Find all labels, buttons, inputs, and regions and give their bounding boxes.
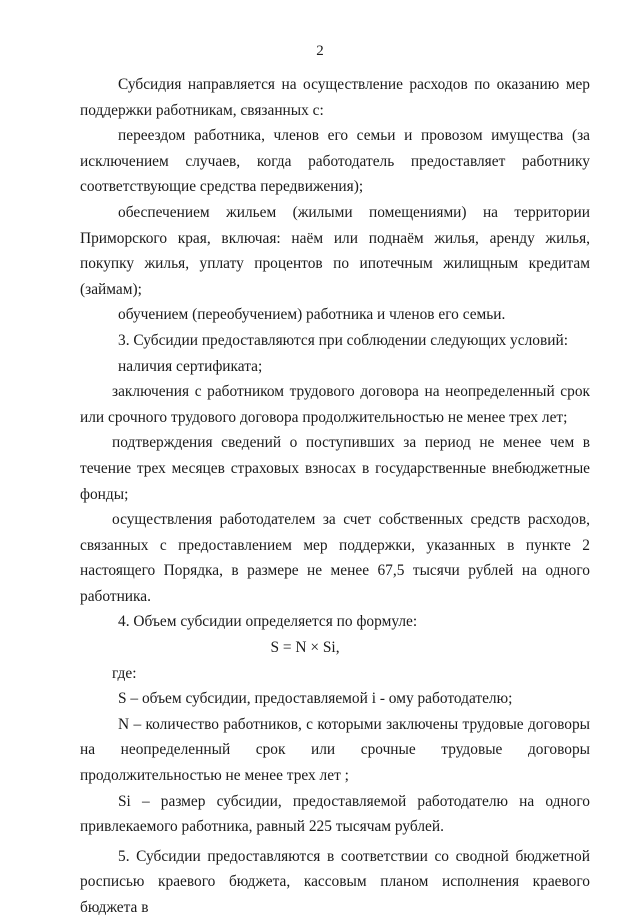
paragraph-where: где: xyxy=(112,664,137,682)
paragraph-housing: обеспечением жильем (жилыми помещениями) на территории Приморского края, включая: наём или поднаём жилья, аренду жилья, покупку жилья, уплату процентов по ипотечным жилищным кредитам (займам); xyxy=(80,203,590,298)
paragraph-contract: заключения с работником трудового договора на неопределенный срок или срочного трудового договора продолжительностью не менее трех лет; xyxy=(80,383,590,426)
paragraph-item-3: 3. Субсидии предоставляются при соблюдении следующих условий: xyxy=(118,331,568,349)
paragraph-relocation: переездом работника, членов его семьи и провозом имущества (за исключением случаев, когда работодатель предоставляет работнику соответствующие средства передвижения); xyxy=(80,127,590,196)
subsidy-formula: S = N × Si, xyxy=(270,639,340,657)
paragraph-training: обучением (переобучением) работника и членов его семьи. xyxy=(118,306,506,324)
paragraph-contributions: подтверждения сведений о поступивших за период не менее чем в течение трех месяцев страховых взносах в государственные внебюджетные фонды; xyxy=(80,434,590,503)
paragraph-subsidy-purpose: Субсидия направляется на осуществление расходов по оказанию мер поддержки работникам, связанных с: xyxy=(80,76,590,119)
paragraph-item-4: 4. Объем субсидии определяется по формуле: xyxy=(118,613,418,631)
page-number: 2 xyxy=(316,43,324,59)
paragraph-definition-n: N – количество работников, с которыми заключены трудовые договоры на неопределенный срок или срочные трудовые договоры продолжительностью не менее трех лет ; xyxy=(80,715,590,785)
paragraph-item-5: 5. Субсидии предоставляются в соответствии со сводной бюджетной росписью краевого бюджета, кассовым планом исполнения краевого бюджета в xyxy=(80,847,590,916)
paragraph-certificate: наличия сертификата; xyxy=(118,357,263,375)
paragraph-definition-si: Si – размер субсидии, предоставляемой работодателю на одного привлекаемого работника, равный 225 тысячам рублей. xyxy=(80,792,590,836)
paragraph-employer-expenses: осуществления работодателем за счет собственных средств расходов, связанных с предоставлением мер поддержки, указанных в пункте 2 настоящего Порядка, в размере не менее 67,5 тысячи рублей на одного работника. xyxy=(80,511,590,605)
document-body xyxy=(80,72,590,921)
paragraph-definition-s: S – объем субсидии, предоставляемой i - ому работодателю; xyxy=(118,690,513,708)
